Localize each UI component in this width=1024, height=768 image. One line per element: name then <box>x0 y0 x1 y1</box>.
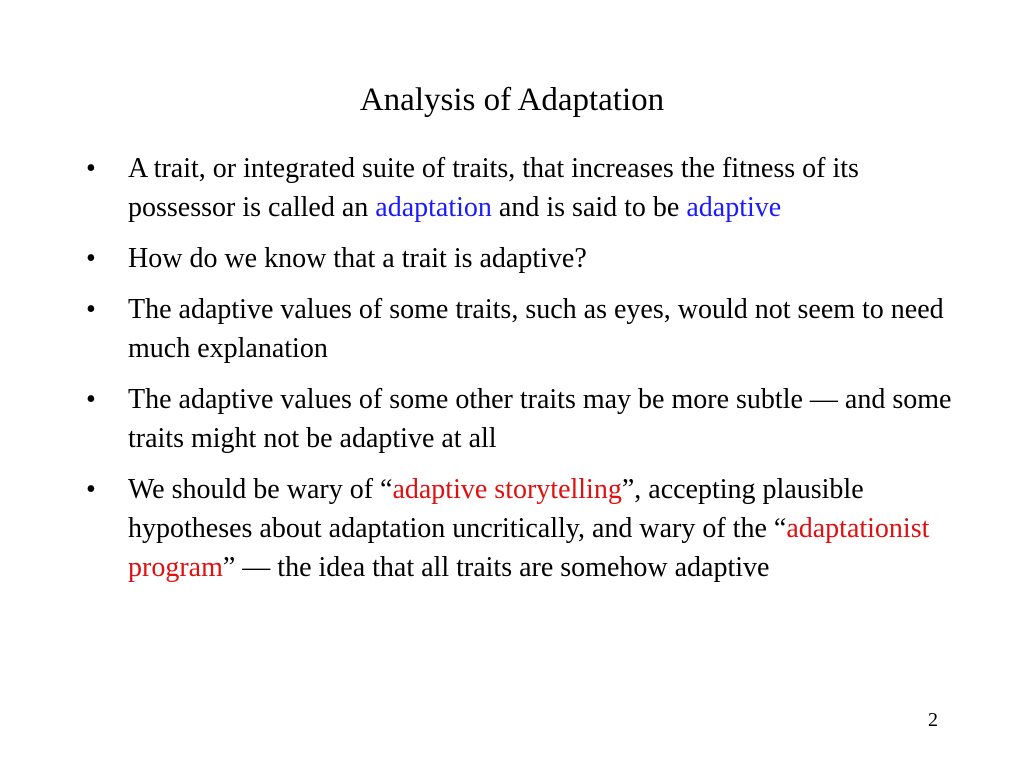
bullet-text-segment: and is said to be <box>491 192 687 223</box>
term-adaptive: adaptive <box>686 192 782 223</box>
bullet-text-segment: We should be wary of “ <box>128 474 393 505</box>
bullet-list <box>86 149 956 599</box>
bullet-icon: • <box>86 474 96 505</box>
bullet-icon: • <box>86 153 96 184</box>
bullet-text <box>128 470 956 587</box>
slide-title: Analysis of Adaptation <box>359 82 665 118</box>
bullet-icon: • <box>86 384 96 415</box>
bullet-icon: • <box>86 294 96 325</box>
bullet-item <box>86 380 956 458</box>
bullet-text-segment: ” — the idea that all traits are somehow adaptive <box>222 552 770 583</box>
bullet-text: The adaptive values of some traits, such as eyes, would not seem to need much explanation <box>128 294 944 364</box>
bullet-text: The adaptive values of some other traits may be more subtle — and some traits might not be adaptive at all <box>128 384 952 454</box>
bullet-text <box>128 149 956 227</box>
bullet-item <box>86 290 956 368</box>
bullet-text: How do we know that a trait is adaptive? <box>128 243 587 274</box>
term-adaptation: adaptation <box>375 192 492 223</box>
term-adaptive-storytelling: adaptive storytelling <box>392 474 622 505</box>
bullet-text-segment: ”, accepting plausible hypotheses about adaptation uncritically, and wary of the “ <box>128 474 864 544</box>
term-adaptationist-program: adaptationist program <box>128 513 930 583</box>
page-number: 2 <box>928 709 938 731</box>
bullet-text-segment: A trait, or integrated suite of traits, that increases the fitness of its possessor is called an <box>128 153 859 223</box>
bullet-item <box>86 149 956 227</box>
bullet-item <box>86 239 956 278</box>
bullet-icon: • <box>86 243 96 274</box>
bullet-item <box>86 470 956 587</box>
